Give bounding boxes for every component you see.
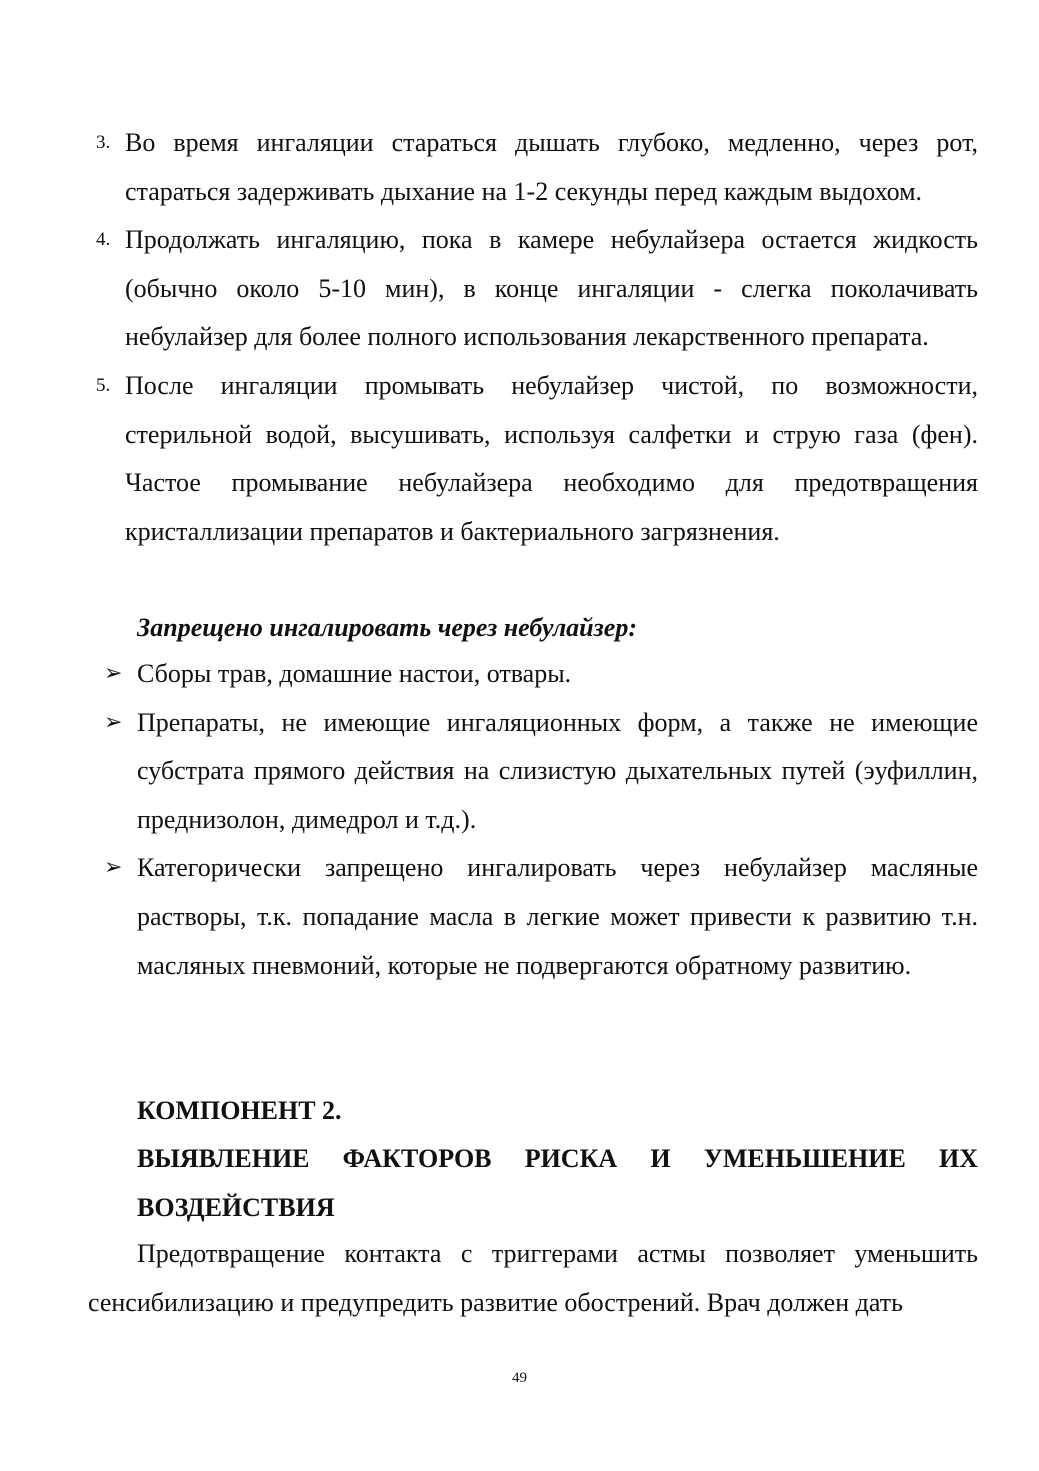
page-number: 49 [512, 1370, 527, 1386]
list-item [96, 216, 978, 362]
bullet-item [104, 650, 978, 699]
section-heading-block [137, 1087, 978, 1232]
list-item-text: Продолжать ингаляцию, пока в камере небулайзера остается жидкость (обычно около 5-10 мин), в конце ингаляции - слегка поколачивать небулайзер для более полного использования лекарственного препарата. [125, 225, 978, 352]
bullet-item-text: Сборы трав, домашние настои, отвары. [137, 659, 572, 688]
bullet-item [104, 844, 978, 990]
list-number: 4. [96, 229, 111, 251]
list-item-text: После ингаляции промывать небулайзер чистой, по возможности, стерильной водой, высушивать, используя салфетки и струю газа (фен). Частое промывание небулайзера необходимо для предотвращения кристаллизации препаратов и бактериального загрязнения. [125, 370, 978, 546]
list-item-text: Во время ингаляции стараться дышать глубоко, медленно, через рот, стараться задерживать дыхание на 1-2 секунды перед каждым выдохом. [125, 128, 978, 206]
bullet-item-text: Категорически запрещено ингалировать через небулайзер масляные растворы, т.к. попадание масла в легкие может привести к развитию т.н. масляных пневмоний, которые не подвергаются обратному развитию. [137, 853, 978, 980]
bullet-item [104, 699, 978, 845]
numbered-instruction-list [96, 119, 978, 556]
arrow-bullet-icon: ➢ [104, 661, 123, 686]
list-item [96, 119, 978, 216]
arrow-bullet-icon: ➢ [104, 709, 123, 735]
prohibited-items-list [104, 650, 978, 990]
list-number: 5. [96, 374, 111, 396]
body-paragraph: Предотвращение контакта с триггерами астмы позволяет уменьшить сенсибилизацию и предупредить развитие обострений. Врач должен дать [88, 1239, 978, 1317]
section-label: КОМПОНЕНТ 2. [137, 1096, 342, 1125]
prohibition-heading: Запрещено ингалировать через небулайзер: [137, 613, 637, 642]
section-title: ВЫЯВЛЕНИЕ ФАКТОРОВ РИСКА И УМЕНЬШЕНИЕ ИХ ВОЗДЕЙСТВИЯ [137, 1144, 978, 1222]
arrow-bullet-icon: ➢ [104, 855, 123, 881]
list-number: 3. [96, 132, 111, 153]
bullet-item-text: Препараты, не имеющие ингаляционных форм, а также не имеющие субстрата прямого действия на слизистую дыхательных путей (эуфиллин, преднизолон, димедрол и т.д.). [137, 707, 978, 834]
list-item [96, 362, 978, 556]
